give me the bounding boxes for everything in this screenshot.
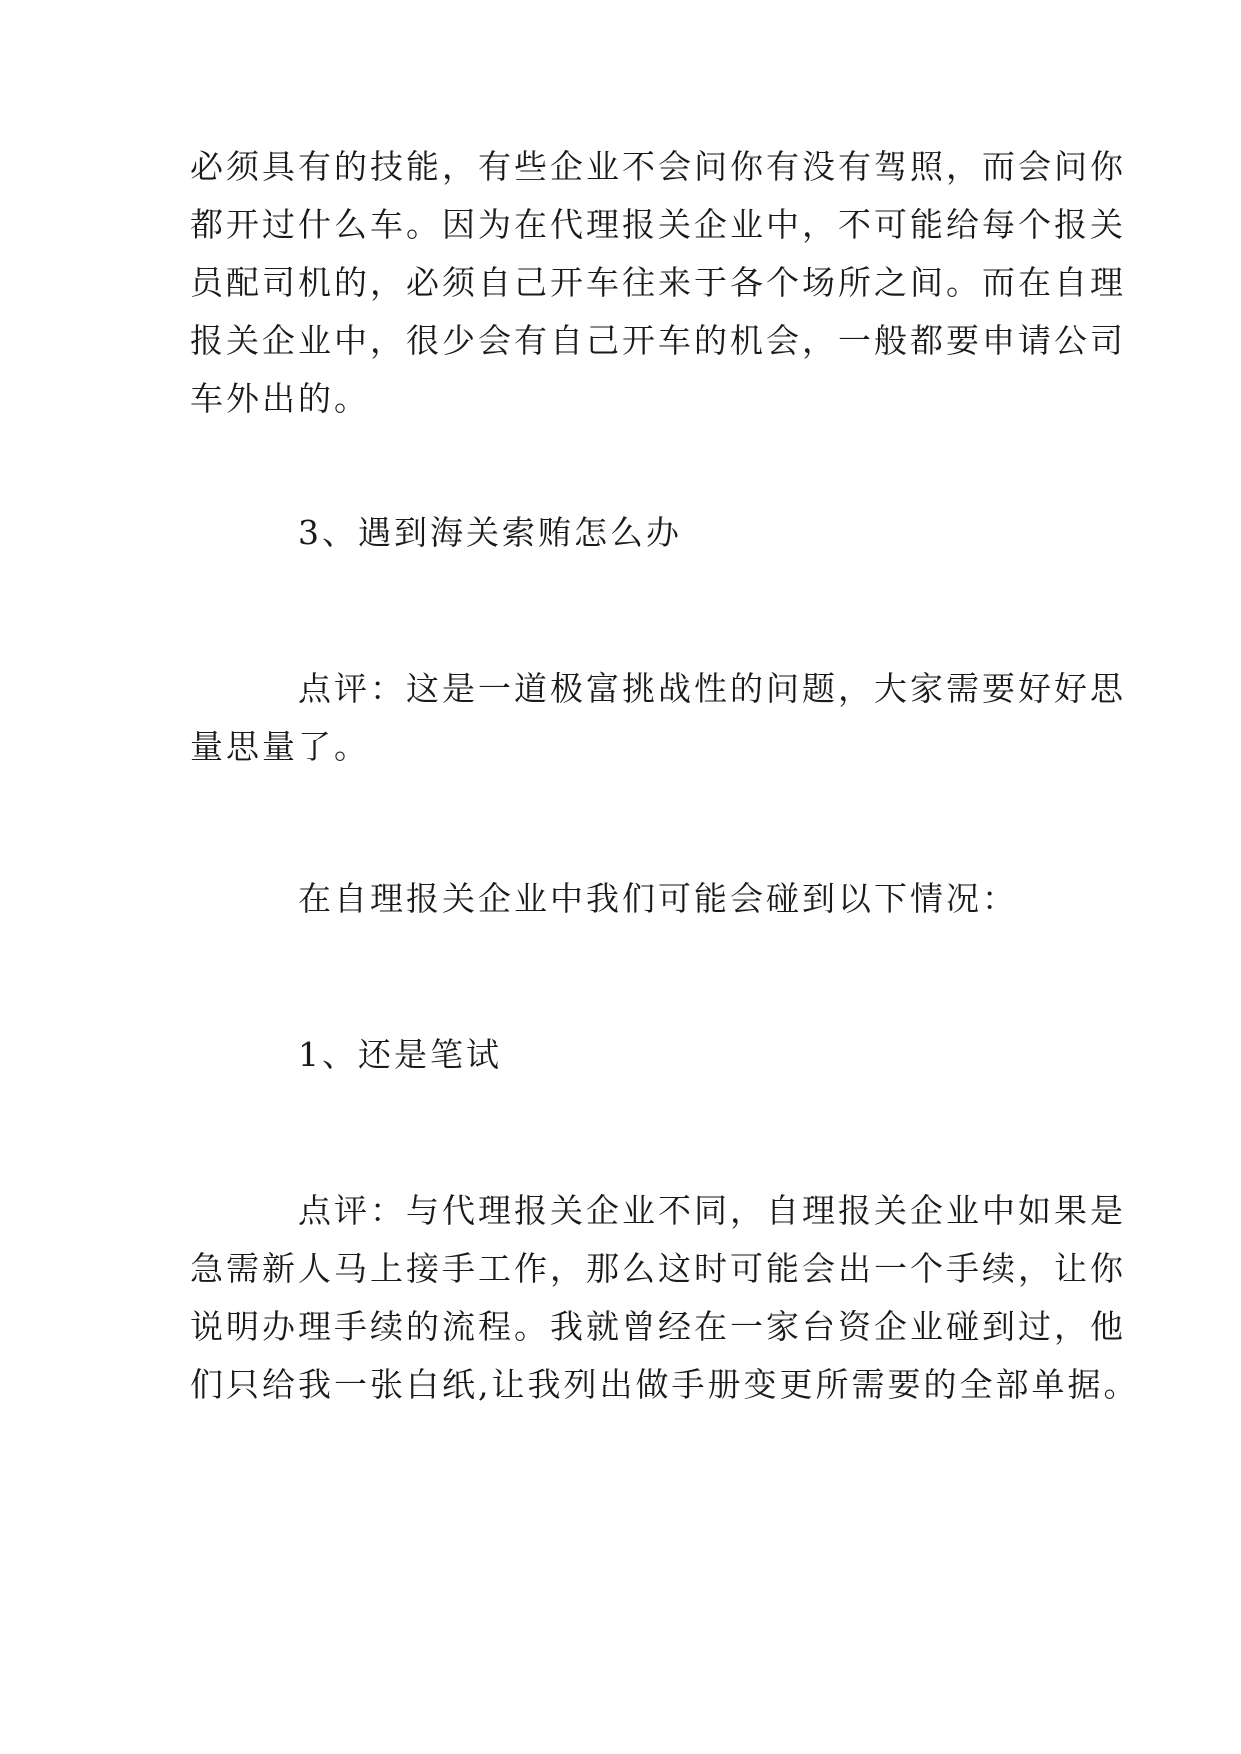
text-line: 量思量了。 — [190, 727, 370, 766]
text-line: 报关企业中，很少会有自己开车的机会，一般都要申请公司 — [190, 321, 1126, 360]
text-line: 急需新人马上接手工作，那么这时可能会出一个手续，让你 — [190, 1249, 1126, 1288]
text-line: 车外出的。 — [190, 379, 370, 418]
text-line: 3、遇到海关索贿怎么办 — [298, 513, 682, 552]
text-line: 点评：与代理报关企业不同，自理报关企业中如果是 — [298, 1191, 1126, 1230]
text-line: 1、还是笔试 — [298, 1035, 502, 1074]
text-line: 点评：这是一道极富挑战性的问题，大家需要好好思 — [298, 669, 1126, 708]
text-line: 都开过什么车。因为在代理报关企业中，不可能给每个报关 — [190, 205, 1126, 244]
text-line: 员配司机的，必须自己开车往来于各个场所之间。而在自理 — [190, 263, 1126, 302]
heading-bribery-question — [190, 504, 1050, 562]
text-line: 们只给我一张白纸,让我列出做手册变更所需要的全部单据。 — [190, 1365, 1140, 1404]
paragraph-self-declaration-intro — [190, 870, 1050, 928]
heading-written-test — [190, 1026, 1050, 1084]
paragraph-comment-bribery — [190, 660, 1126, 776]
text-line: 必须具有的技能，有些企业不会问你有没有驾照，而会问你 — [190, 147, 1126, 186]
text-line: 说明办理手续的流程。我就曾经在一家台资企业碰到过，他 — [190, 1307, 1126, 1346]
paragraph-driving-skill — [190, 138, 1126, 428]
paragraph-comment-written-test — [190, 1182, 1140, 1414]
text-line: 在自理报关企业中我们可能会碰到以下情况： — [298, 879, 1018, 918]
